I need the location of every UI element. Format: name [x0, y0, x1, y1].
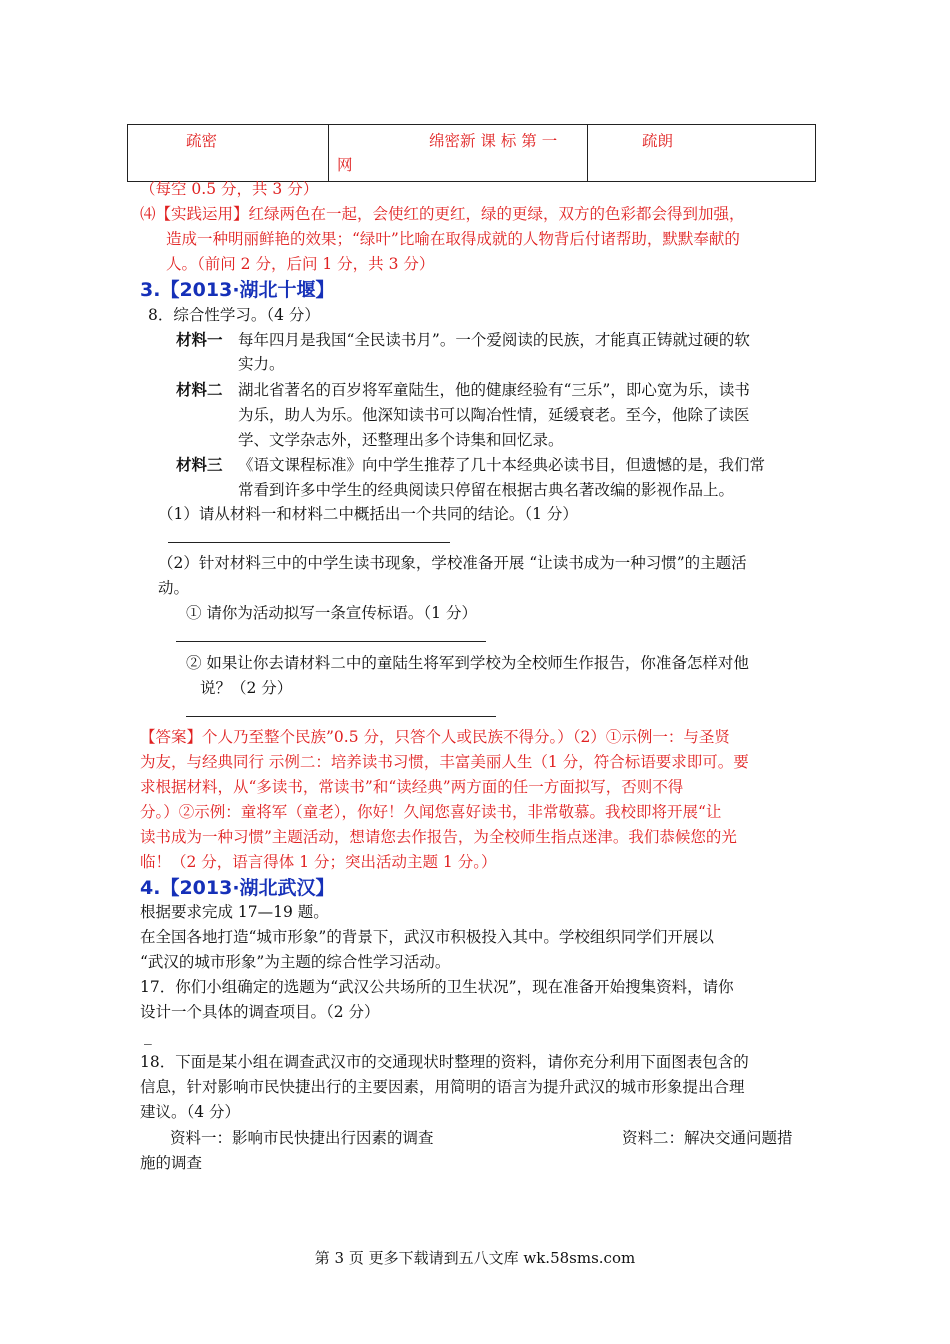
material-2-line-1: 湖北省著名的百岁将军童陆生，他的健康经验有“三乐”，即心宽为乐，读书 [238, 381, 750, 399]
resource-2-label-part-1: 资料二：解决交通问题措 [622, 1129, 793, 1147]
answer-table [127, 124, 816, 182]
score-note: （每空 0.5 分，共 3 分） [140, 180, 319, 198]
sub-question-2-line-2: 动。 [158, 579, 190, 597]
practice-line-1: ⑷【实践运用】红绿两色在一起，会使红的更红，绿的更绿，双方的色彩都会得到加强， [140, 205, 745, 223]
table-cell-3-text: 疏朗 [642, 132, 674, 150]
material-1-line-1: 每年四月是我国“全民读书月”。一个爱阅读的民族，才能真正铸就过硬的软 [238, 331, 750, 349]
question-8: 8．综合性学习。（4 分） [148, 306, 320, 324]
question-17-blank: _ [144, 1027, 152, 1045]
material-3-line-2: 常看到许多中学生的经典阅读只停留在根据古典名著改编的影视作品上。 [238, 481, 735, 499]
section-3-heading: 3.【2013·湖北十堰】 [140, 279, 335, 301]
practice-line-2: 造成一种明丽鲜艳的效果；“绿叶”比喻在取得成就的人物背后付诸帮助，默默奉献的 [166, 230, 740, 248]
answer-line-5-text: 读书成为一种习惯”主题活动，想请您去作报告，为全校师生指点迷津。我们恭候您的光 [140, 828, 737, 846]
table-cell-2-line1: 绵密新 课 标 第 一 [429, 132, 558, 150]
sub-question-1: （1）请从材料一和材料二中概括出一个共同的结论。（1 分） [158, 505, 578, 523]
resource-2-label-part-2: 施的调查 [140, 1154, 203, 1172]
material-1-label: 材料一 [176, 331, 223, 349]
material-3-label: 材料三 [176, 456, 223, 474]
sub-question-2b-line-2: 说？（2 分） [200, 679, 293, 697]
section-4-intro: 根据要求完成 17—19 题。 [140, 903, 329, 921]
section-4-context-line-2: “武汉的城市形象”为主题的综合性学习活动。 [140, 953, 451, 971]
table-cell-2 [329, 125, 588, 182]
answer-line-3-text: 求根据材料，从“多读书，常读书”和“读经典”两方面的任一方面拟写，否则不得 [140, 778, 684, 796]
table-cell-2-line2: 网 [337, 156, 353, 174]
answer-line-2b [186, 716, 496, 717]
sub-question-2a: ① 请你为活动拟写一条宣传标语。（1 分） [186, 604, 477, 622]
answer-line-1 [168, 542, 450, 543]
answer-line-2a [176, 641, 486, 642]
material-2-label: 材料二 [176, 381, 223, 399]
practice-line-3: 人。（前问 2 分，后问 1 分，共 3 分） [166, 255, 435, 273]
answer-line-2-text: 为友，与经典同行 示例二：培养读书习惯，丰富美丽人生（1 分，符合标语要求即可。要 [140, 753, 749, 771]
material-3-line-1: 《语文课程标准》向中学生推荐了几十本经典必读书目，但遗憾的是，我们常 [238, 456, 766, 474]
answer-line-6-text: 临！（2 分，语言得体 1 分；突出活动主题 1 分。） [140, 853, 497, 871]
section-4-heading: 4.【2013·湖北武汉】 [140, 877, 335, 899]
table-cell-1-text: 疏密 [186, 132, 218, 150]
table-cell-3 [588, 125, 816, 182]
table-cell-1 [128, 125, 329, 182]
material-1-line-2: 实力。 [238, 355, 285, 373]
question-18-line-2: 信息，针对影响市民快捷出行的主要因素，用简明的语言为提升武汉的城市形象提出合理 [140, 1078, 745, 1096]
question-18-line-1: 18．下面是某小组在调查武汉市的交通现状时整理的资料，请你充分利用下面图表包含的 [140, 1053, 749, 1071]
question-18-line-3: 建议。（4 分） [140, 1103, 241, 1121]
resource-1-label: 资料一：影响市民快捷出行因素的调查 [170, 1129, 434, 1147]
page-footer: 第 3 页 更多下载请到五八文库 wk.58sms.com [314, 1249, 636, 1267]
question-17-line-2: 设计一个具体的调查项目。（2 分） [140, 1003, 380, 1021]
question-17-line-1: 17．你们小组确定的选题为“武汉公共场所的卫生状况”，现在准备开始搜集资料，请你 [140, 978, 734, 996]
sub-question-2b-line-1: ② 如果让你去请材料二中的童陆生将军到学校为全校师生作报告，你准备怎样对他 [186, 654, 749, 672]
answer-line-4-text: 分。）②示例：童将军（童老），你好！久闻您喜好读书，非常敬慕。我校即将开展“让 [140, 803, 722, 821]
answer-line-1-text: 【答案】个人乃至整个民族”0.5 分，只答个人或民族不得分。）（2）①示例一：与圣贤 [140, 728, 730, 746]
material-2-line-3: 学、文学杂志外，还整理出多个诗集和回忆录。 [238, 431, 564, 449]
material-2-line-2: 为乐，助人为乐。他深知读书可以陶冶性情，延缓衰老。至今，他除了读医 [238, 406, 750, 424]
section-4-context-line-1: 在全国各地打造“城市形象”的背景下，武汉市积极投入其中。学校组织同学们开展以 [140, 928, 714, 946]
sub-question-2-line-1: （2）针对材料三中的中学生读书现象，学校准备开展 “让读书成为一种习惯”的主题活 [158, 554, 747, 572]
